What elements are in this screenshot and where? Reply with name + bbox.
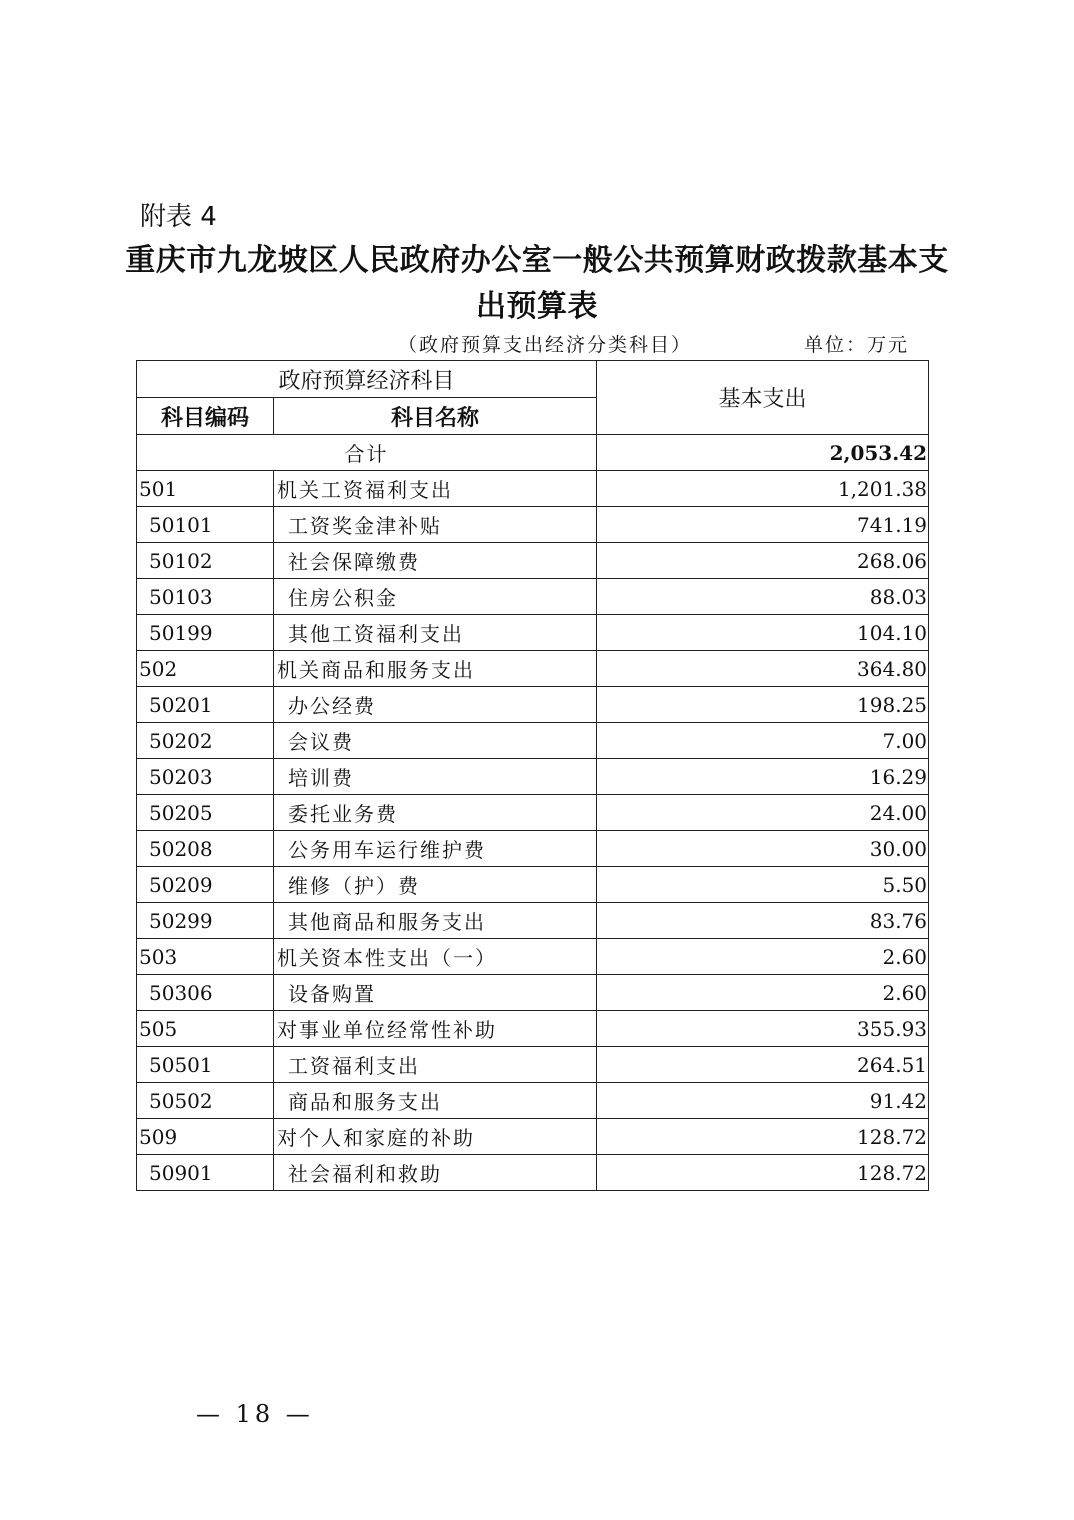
total-label-cell: 合计 (137, 435, 597, 471)
table-row (137, 831, 929, 867)
subject-name-cell: 设备购置 (274, 975, 597, 1011)
subject-name-cell: 委托业务费 (274, 795, 597, 831)
table-row (137, 579, 929, 615)
amount-cell: 364.80 (597, 651, 929, 687)
amount-cell: 5.50 (597, 867, 929, 903)
subject-code-cell: 50209 (137, 867, 274, 903)
subject-code-cell: 50205 (137, 795, 274, 831)
subject-code-cell: 509 (137, 1119, 274, 1155)
amount-cell: 24.00 (597, 795, 929, 831)
subject-name-cell: 其他工资福利支出 (274, 615, 597, 651)
table-subtitle: （政府预算支出经济分类科目） (398, 334, 693, 356)
amount-cell: 128.72 (597, 1119, 929, 1155)
table-row (137, 1155, 929, 1191)
title-line-2: 出预算表 (476, 289, 598, 324)
amount-cell: 264.51 (597, 1047, 929, 1083)
document-title (120, 238, 954, 330)
subject-name-cell: 会议费 (274, 723, 597, 759)
total-amount-cell: 2,053.42 (597, 435, 929, 471)
subject-name-cell: 培训费 (274, 759, 597, 795)
subject-name-cell: 维修（护）费 (274, 867, 597, 903)
subject-code-cell: 50103 (137, 579, 274, 615)
amount-cell: 741.19 (597, 507, 929, 543)
subject-code-cell: 50502 (137, 1083, 274, 1119)
amount-cell: 1,201.38 (597, 471, 929, 507)
amount-cell: 2.60 (597, 939, 929, 975)
amount-cell: 268.06 (597, 543, 929, 579)
table-row (137, 867, 929, 903)
appendix-label: 附表 4 (140, 202, 217, 232)
subject-code-cell: 50202 (137, 723, 274, 759)
amount-cell: 83.76 (597, 903, 929, 939)
amount-cell: 7.00 (597, 723, 929, 759)
subject-name-cell: 其他商品和服务支出 (274, 903, 597, 939)
table-row (137, 1011, 929, 1047)
amount-cell: 88.03 (597, 579, 929, 615)
header-code-cell: 科目编码 (137, 398, 274, 435)
table-row (137, 651, 929, 687)
amount-cell: 91.42 (597, 1083, 929, 1119)
table-row (137, 939, 929, 975)
subject-code-cell: 50102 (137, 543, 274, 579)
amount-cell: 2.60 (597, 975, 929, 1011)
subject-name-cell: 对事业单位经常性补助 (274, 1011, 597, 1047)
amount-cell: 198.25 (597, 687, 929, 723)
subject-code-cell: 50201 (137, 687, 274, 723)
amount-cell: 16.29 (597, 759, 929, 795)
subject-name-cell: 机关工资福利支出 (274, 471, 597, 507)
subject-code-cell: 502 (137, 651, 274, 687)
subject-name-cell: 社会福利和救助 (274, 1155, 597, 1191)
subject-name-cell: 工资福利支出 (274, 1047, 597, 1083)
table-row (137, 1119, 929, 1155)
subject-name-cell: 住房公积金 (274, 579, 597, 615)
subject-name-cell: 公务用车运行维护费 (274, 831, 597, 867)
subject-name-cell: 机关资本性支出（一） (274, 939, 597, 975)
table-row (137, 723, 929, 759)
table-row (137, 1047, 929, 1083)
subject-name-cell: 对个人和家庭的补助 (274, 1119, 597, 1155)
subject-code-cell: 50203 (137, 759, 274, 795)
budget-table (136, 360, 929, 1191)
header-amount-cell: 基本支出 (597, 361, 929, 435)
table-row (137, 687, 929, 723)
subject-name-cell: 社会保障缴费 (274, 543, 597, 579)
subject-code-cell: 505 (137, 1011, 274, 1047)
subject-code-cell: 50199 (137, 615, 274, 651)
subject-name-cell: 机关商品和服务支出 (274, 651, 597, 687)
subject-code-cell: 50306 (137, 975, 274, 1011)
table-row (137, 975, 929, 1011)
title-line-1: 重庆市九龙坡区人民政府办公室一般公共预算财政拨款基本支 (125, 243, 949, 278)
subject-code-cell: 50299 (137, 903, 274, 939)
amount-cell: 128.72 (597, 1155, 929, 1191)
amount-cell: 355.93 (597, 1011, 929, 1047)
amount-cell: 104.10 (597, 615, 929, 651)
total-row (137, 435, 929, 471)
table-row (137, 1083, 929, 1119)
page-number: — 18 — (196, 1400, 314, 1428)
subject-code-cell: 50208 (137, 831, 274, 867)
subject-code-cell: 50501 (137, 1047, 274, 1083)
header-name-cell: 科目名称 (274, 398, 597, 435)
table-row (137, 507, 929, 543)
amount-cell: 30.00 (597, 831, 929, 867)
subject-code-cell: 501 (137, 471, 274, 507)
unit-label: 单位：万元 (804, 334, 910, 356)
subject-name-cell: 办公经费 (274, 687, 597, 723)
header-group-cell: 政府预算经济科目 (137, 361, 597, 398)
subject-code-cell: 50101 (137, 507, 274, 543)
subject-name-cell: 商品和服务支出 (274, 1083, 597, 1119)
table-row (137, 543, 929, 579)
table-row (137, 759, 929, 795)
header-row-1 (137, 361, 929, 398)
subject-name-cell: 工资奖金津补贴 (274, 507, 597, 543)
subject-code-cell: 503 (137, 939, 274, 975)
table-row (137, 615, 929, 651)
table-row (137, 471, 929, 507)
subject-code-cell: 50901 (137, 1155, 274, 1191)
table-row (137, 903, 929, 939)
table-row (137, 795, 929, 831)
